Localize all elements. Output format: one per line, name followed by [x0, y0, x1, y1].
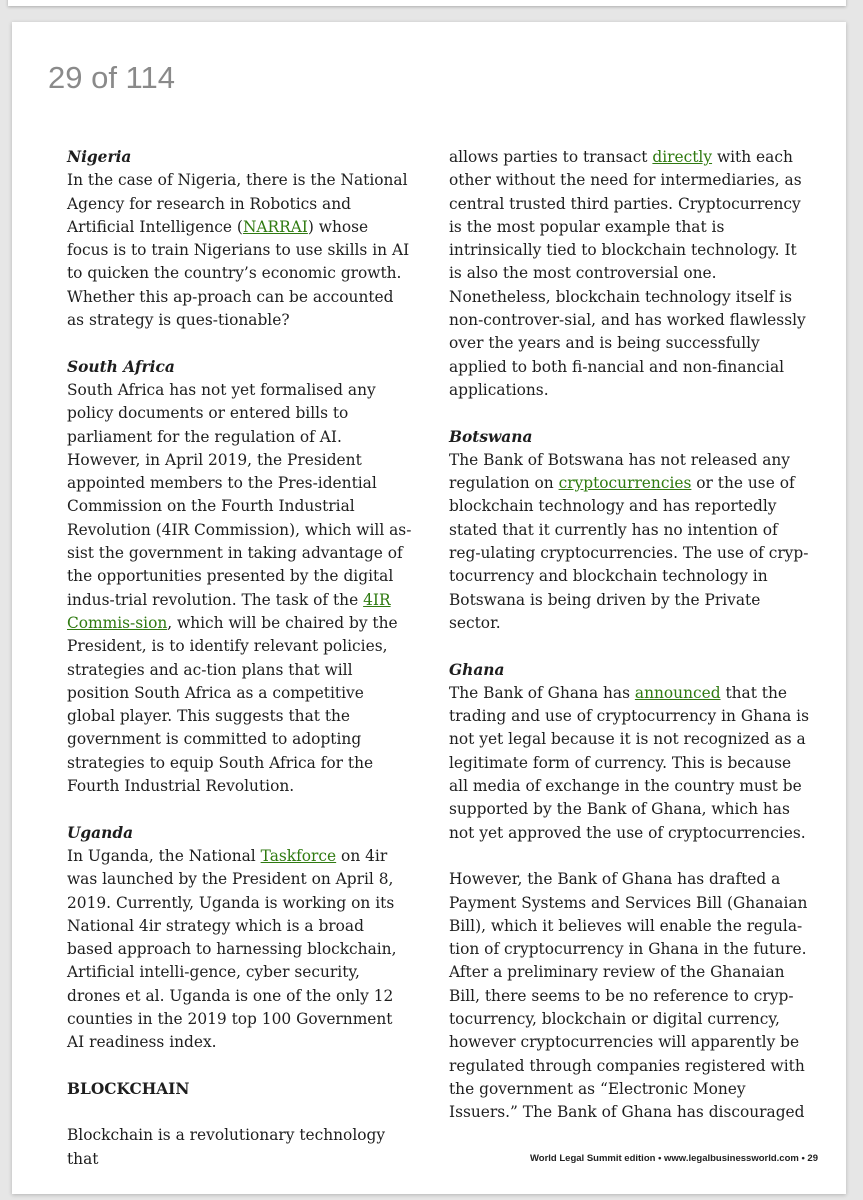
section-ghana — [449, 659, 809, 1125]
paragraph-text: with each other without the need for intermediaries, as central trusted third parties. Cryptocurrency is the most popular example that is intrinsically tied to blockchain technology. It is also the most controversial one. Nonetheless, blockchain technology itself is non-controver-sial, and has worked flawlessly over the years and is being successfully applied to both fi-nancial and non-financial applications. — [449, 148, 806, 399]
paragraph-botswana — [449, 449, 809, 635]
paragraph-text: , which will be chaired by the President, is to identify relevant policies, strategies and ac-tion plans that will position South Africa as a competitive global player. This suggests that the government is committed to adopting strategies to equip South Africa for the Fourth Industrial Revolution. — [67, 613, 398, 796]
paragraph-blockchain: Blockchain is a revolutionary technology that — [67, 1126, 386, 1168]
section-heading-uganda: Uganda — [67, 823, 134, 842]
section-botswana — [449, 426, 809, 636]
left-column — [67, 146, 412, 1171]
section-nigeria — [67, 146, 412, 332]
section-blockchain — [67, 1078, 412, 1171]
link-announced[interactable]: announced — [634, 683, 721, 702]
paragraph-text: In the case of Nigeria, there is the National Agency for research in Robotics and Artificial Intelligence ( — [67, 171, 408, 236]
paragraph-text: The Bank of Ghana has — [449, 683, 635, 702]
previous-page-edge — [8, 0, 846, 6]
spacer — [449, 635, 809, 658]
paragraph-text: The Bank of Botswana has not released any regulation on — [449, 450, 790, 493]
paragraph-text: allows parties to transact — [449, 148, 653, 166]
section-heading-botswana: Botswana — [449, 427, 533, 446]
section-uganda — [67, 822, 412, 1055]
paragraph-text: that the trading and use of cryptocurrency in Ghana is not yet legal because it is not recognized as a legitimate form of currency. This is because all media of exchange in the country must be supported by the Bank of Ghana, which has not yet approved the use of cryptocurrencies. — [449, 683, 810, 842]
section-blockchain-continued — [449, 146, 809, 402]
paragraph-ghana — [449, 682, 809, 845]
spacer — [67, 1101, 412, 1124]
paragraph-text: on 4ir was launched by the President on April 8, 2019. Currently, Uganda is working on its National 4ir strategy which is a broad based approach to harnessing blockchain, Artificial intelli-gence, cyber security, drones et al. Uganda is one of the only 12 counties in the 2019 top 100 Government AI readiness index. — [67, 846, 397, 1052]
paragraph-blockchain-continued — [449, 146, 809, 402]
section-heading-ghana: Ghana — [449, 660, 505, 679]
paragraph-uganda — [67, 845, 412, 1055]
link-cryptocurrencies[interactable]: cryptocurrencies — [558, 474, 692, 493]
page-footer: World Legal Summit edition • www.legalbusinessworld.com • 29 — [529, 1153, 818, 1164]
paragraph-ghana-bill: However, the Bank of Ghana has drafted a Payment Systems and Services Bill (Ghanaian Bill), which it believes will enable the regula-tion of cryptocurrency in Ghana in the future. After a preliminary review of the Ghanaian Bill, there seems to be no reference to cryp-tocurrency, blockchain or digital currency, however cryptocurrencies will apparently be regulated through companies registered with the government as “Electronic Money Issuers.” The Bank of Ghana has discouraged — [449, 870, 808, 1122]
paragraph-south-africa — [67, 379, 412, 798]
link-directly[interactable]: directly — [652, 148, 713, 166]
paragraph-nigeria — [67, 169, 412, 332]
link-narrai[interactable]: NARRAI — [242, 217, 308, 236]
spacer — [449, 402, 809, 425]
section-heading-south-africa: South Africa — [67, 357, 175, 376]
spacer — [67, 798, 412, 821]
paragraph-text: or the use of blockchain technology and has reportedly stated that it currently has no intention of reg-ulating cryptocurrencies. The use of cryp-tocurrency and blockchain technology in Botswana is being driven by the Private sector. — [449, 474, 809, 632]
paragraph-text: In Uganda, the National — [67, 846, 261, 865]
section-heading-blockchain: BLOCKCHAIN — [67, 1079, 190, 1098]
link-taskforce[interactable]: Taskforce — [260, 846, 337, 865]
page-number-indicator: 29 of 114 — [48, 60, 175, 95]
spacer — [67, 332, 412, 355]
section-heading-nigeria: Nigeria — [67, 148, 132, 166]
paragraph-text: South Africa has not yet formalised any policy documents or entered bills to parliament for the regulation of AI. However, in April 2019, the President appointed members to the Pres-idential Commission on the Fourth Industrial Revolution (4IR Commission), which will as-sist the government in taking advantage of the opportunities presented by the digital indus-trial revolution. The task of the — [67, 380, 412, 609]
paragraph-text: ) whose focus is to train Nigerians to use skills in AI to quicken the country’s economic growth. Whether this ap-proach can be accounted as strategy is ques-tionable? — [67, 217, 410, 330]
right-column — [449, 146, 809, 1124]
document-page[interactable] — [12, 22, 846, 1194]
spacer — [449, 845, 809, 868]
link-4ir-commission[interactable]: 4IR Commis-sion — [67, 590, 391, 632]
section-south-africa — [67, 356, 412, 799]
spacer — [67, 1055, 412, 1078]
